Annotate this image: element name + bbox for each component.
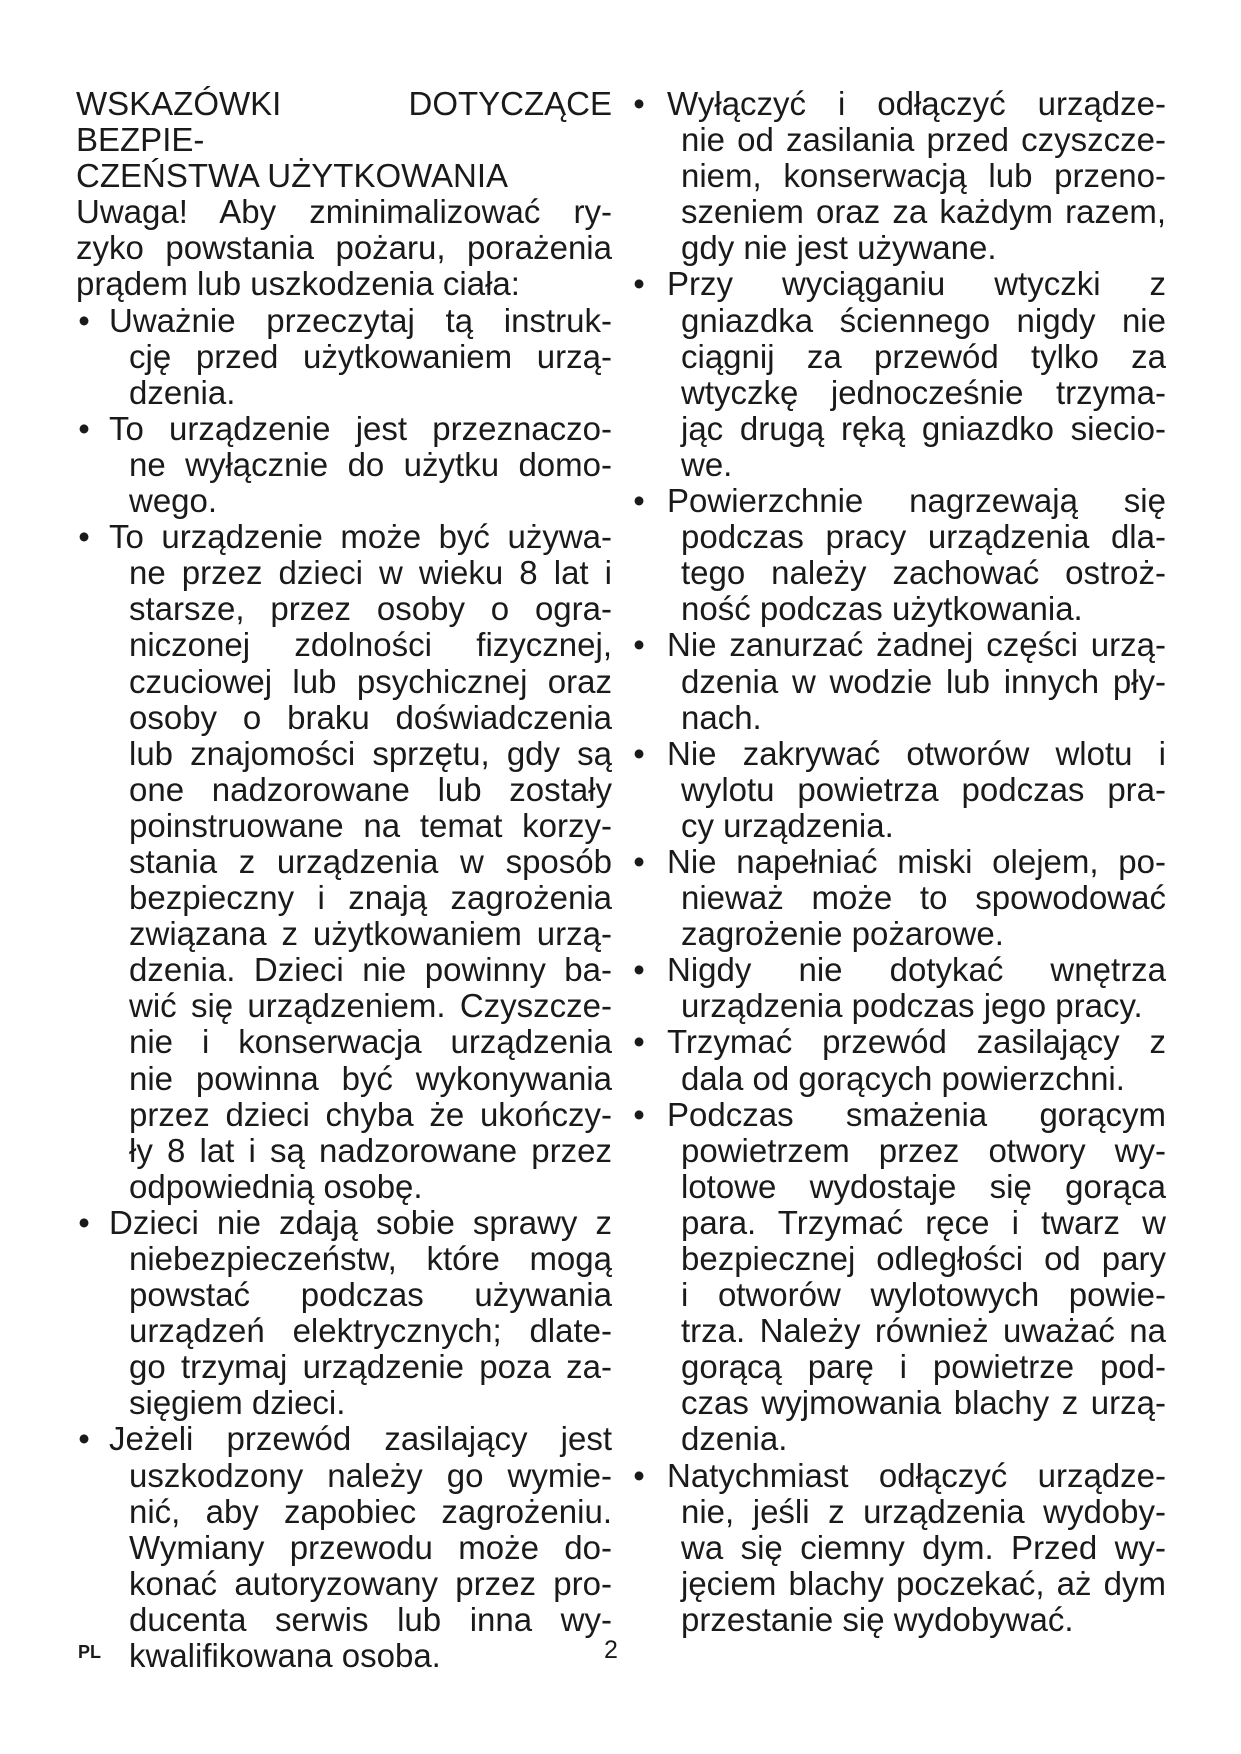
bullet-item bbox=[631, 736, 1166, 844]
bullet-line: czas wyjmowania blachy z urzą- bbox=[681, 1384, 1166, 1422]
bullet-line: nie od zasilania przed czyszcze- bbox=[681, 121, 1166, 159]
bullet-line: tego należy zachować ostroż- bbox=[681, 554, 1166, 592]
bullet-line: poinstruowane na temat korzy- bbox=[129, 806, 612, 844]
bullet-line: ducenta serwis lub inna wy- bbox=[129, 1600, 612, 1638]
bullet-line: kwalifikowana osoba. bbox=[129, 1637, 441, 1675]
bullet-line: Nie zanurzać żadnej części urzą- bbox=[667, 626, 1166, 664]
warning-intro bbox=[76, 194, 612, 302]
bullet-line: niebezpieczeństw, które mogą bbox=[129, 1240, 612, 1277]
bullet-icon: • bbox=[633, 265, 645, 303]
bullet-item bbox=[631, 86, 1166, 266]
bullet-item bbox=[631, 1097, 1166, 1458]
bullet-line: Natychmiast odłączyć urządze- bbox=[667, 1456, 1166, 1494]
bullet-line: To urządzenie może być używa- bbox=[109, 518, 612, 556]
bullet-line: starsze, przez osoby o ogra- bbox=[129, 590, 612, 628]
bullet-line: Uważnie przeczytaj tą instruk- bbox=[109, 301, 612, 339]
bullet-line: niem, konserwacją lub przeno- bbox=[681, 157, 1166, 195]
bullet-line: dala od gorących powierzchni. bbox=[681, 1059, 1125, 1097]
bullet-icon: • bbox=[633, 734, 645, 772]
bullet-item bbox=[631, 1024, 1166, 1096]
bullet-line: dzenia. bbox=[681, 1420, 788, 1458]
bullet-line: wa się ciemny dym. Przed wy- bbox=[681, 1528, 1166, 1566]
bullet-line: To urządzenie jest przeznaczo- bbox=[109, 409, 612, 447]
bullet-line: czuciowej lub psychicznej oraz bbox=[129, 662, 612, 700]
bullet-icon: • bbox=[633, 482, 645, 520]
bullet-line: szeniem oraz za każdym razem, bbox=[681, 193, 1166, 231]
bullet-item bbox=[631, 844, 1166, 952]
bullet-line: wtyczkę jednocześnie trzyma- bbox=[681, 373, 1166, 411]
bullet-line: sięgiem dzieci. bbox=[129, 1384, 346, 1422]
bullet-item bbox=[631, 266, 1166, 483]
bullet-line: przestanie się wydobywać. bbox=[681, 1600, 1074, 1638]
page-number: 2 bbox=[604, 1636, 618, 1664]
right-column bbox=[631, 86, 1166, 1638]
bullet-line: urządzeń elektrycznych; dlate- bbox=[129, 1312, 612, 1350]
bullet-line: gdy nie jest używane. bbox=[681, 229, 997, 267]
bullet-line: wić się urządzeniem. Czyszcze- bbox=[129, 987, 612, 1025]
bullet-item bbox=[631, 952, 1166, 1024]
bullet-icon: • bbox=[78, 301, 90, 339]
bullet-item bbox=[76, 411, 612, 519]
bullet-icon: • bbox=[633, 1023, 645, 1061]
intro-line: zyko powstania pożaru, porażenia bbox=[76, 229, 612, 267]
heading-line: WSKAZÓWKI DOTYCZĄCE BEZPIE- bbox=[76, 85, 612, 159]
bullet-line: odpowiednią osobę. bbox=[129, 1167, 423, 1205]
bullet-line: Dzieci nie zdają sobie sprawy z bbox=[109, 1203, 612, 1241]
bullet-line: nieważ może to spowodować bbox=[681, 879, 1166, 917]
bullet-line: nie powinna być wykonywania bbox=[129, 1059, 612, 1097]
bullet-line: Podczas smażenia gorącym bbox=[667, 1095, 1166, 1133]
bullet-line: osoby o braku doświadczenia bbox=[129, 698, 612, 736]
bullet-icon: • bbox=[78, 409, 90, 447]
bullet-line: nach. bbox=[681, 698, 762, 736]
bullet-line: ciągnij za przewód tylko za bbox=[681, 337, 1166, 375]
bullet-line: Przy wyciąganiu wtyczki z bbox=[667, 265, 1166, 303]
bullet-line: ne wyłącznie do użytku domo- bbox=[129, 445, 612, 483]
bullet-item bbox=[631, 1458, 1166, 1638]
intro-line: prądem lub uszkodzenia ciała: bbox=[76, 265, 520, 303]
bullet-line: Powierzchnie nagrzewają się bbox=[667, 482, 1166, 520]
bullet-line: one nadzorowane lub zostały bbox=[129, 770, 612, 808]
bullet-icon: • bbox=[633, 626, 645, 664]
bullet-icon: • bbox=[633, 842, 645, 880]
bullet-line: gorącą parę i powietrze pod- bbox=[681, 1348, 1166, 1386]
bullet-item bbox=[76, 303, 612, 411]
bullet-line: ły 8 lat i są nadzorowane przez bbox=[129, 1131, 612, 1169]
bullet-line: jęciem blachy poczekać, aż dym bbox=[681, 1564, 1166, 1602]
heading-line: CZEŃSTWA UŻYTKOWANIA bbox=[76, 157, 509, 195]
bullet-line: nie i konserwacja urządzenia bbox=[129, 1023, 612, 1061]
bullet-line: Jeżeli przewód zasilający jest bbox=[109, 1420, 612, 1458]
bullet-line: Nie zakrywać otworów wlotu i bbox=[667, 734, 1166, 772]
bullet-line: we. bbox=[681, 445, 733, 483]
bullet-line: powstać podczas używania bbox=[129, 1276, 612, 1314]
bullet-item bbox=[76, 1421, 612, 1674]
bullet-line: trza. Należy również uważać na bbox=[681, 1312, 1166, 1350]
bullet-icon: • bbox=[633, 1095, 645, 1133]
bullet-line: bezpieczny i znają zagrożenia bbox=[129, 879, 612, 917]
bullet-item bbox=[631, 627, 1166, 735]
bullet-line: ność podczas użytkowania. bbox=[681, 590, 1083, 628]
bullet-icon: • bbox=[633, 85, 645, 122]
bullet-line: nić, aby zapobiec zagrożeniu. bbox=[129, 1492, 612, 1530]
bullet-line: stania z urządzenia w sposób bbox=[129, 842, 612, 880]
bullet-line: gniazdka ściennego nigdy nie bbox=[681, 301, 1166, 339]
left-bullet-list bbox=[76, 303, 612, 1675]
bullet-line: dzenia. Dzieci nie powinny ba- bbox=[129, 951, 612, 989]
bullet-line: cy urządzenia. bbox=[681, 806, 894, 844]
bullet-line: Nigdy nie dotykać wnętrza bbox=[667, 951, 1166, 989]
bullet-item bbox=[76, 1205, 612, 1422]
bullet-line: nie, jeśli z urządzenia wydoby- bbox=[681, 1492, 1166, 1530]
bullet-line: go trzymaj urządzenie poza za- bbox=[129, 1348, 612, 1386]
bullet-line: zagrożenie pożarowe. bbox=[681, 915, 1004, 953]
bullet-item bbox=[76, 519, 612, 1205]
bullet-line: konać autoryzowany przez pro- bbox=[129, 1564, 612, 1602]
bullet-line: Wyłączyć i odłączyć urządze- bbox=[667, 85, 1166, 122]
bullet-line: para. Trzymać ręce i twarz w bbox=[681, 1203, 1166, 1241]
bullet-icon: • bbox=[633, 1456, 645, 1494]
bullet-line: wego. bbox=[129, 482, 218, 520]
section-heading bbox=[76, 86, 612, 194]
intro-line: Uwaga! Aby zminimalizować ry- bbox=[76, 193, 612, 231]
bullet-icon: • bbox=[78, 1203, 90, 1241]
bullet-icon: • bbox=[78, 518, 90, 556]
right-bullet-list bbox=[631, 86, 1166, 1638]
bullet-line: cję przed użytkowaniem urzą- bbox=[129, 337, 612, 375]
bullet-line: powietrzem przez otwory wy- bbox=[681, 1131, 1166, 1169]
bullet-line: urządzenia podczas jego pracy. bbox=[681, 987, 1143, 1025]
bullet-line: i otworów wylotowych powie- bbox=[681, 1276, 1166, 1314]
bullet-icon: • bbox=[78, 1420, 90, 1458]
bullet-line: związana z użytkowaniem urzą- bbox=[129, 915, 612, 953]
bullet-line: przez dzieci chyba że ukończy- bbox=[129, 1095, 612, 1133]
bullet-line: wylotu powietrza podczas pra- bbox=[681, 770, 1166, 808]
bullet-line: uszkodzony należy go wymie- bbox=[129, 1456, 612, 1494]
bullet-line: lotowe wydostaje się gorąca bbox=[681, 1167, 1166, 1205]
bullet-line: Nie napełniać miski olejem, po- bbox=[667, 842, 1166, 880]
bullet-line: lub znajomości sprzętu, gdy są bbox=[129, 734, 612, 772]
bullet-line: jąc drugą ręką gniazdko siecio- bbox=[681, 409, 1166, 447]
bullet-line: dzenia. bbox=[129, 373, 236, 411]
bullet-line: Wymiany przewodu może do- bbox=[129, 1528, 612, 1566]
bullet-line: dzenia w wodzie lub innych pły- bbox=[681, 662, 1166, 700]
language-code: PL bbox=[78, 1642, 102, 1662]
bullet-line: podczas pracy urządzenia dla- bbox=[681, 518, 1166, 556]
bullet-line: Trzymać przewód zasilający z bbox=[667, 1023, 1166, 1061]
bullet-item bbox=[631, 483, 1166, 627]
bullet-icon: • bbox=[633, 951, 645, 989]
left-column bbox=[76, 86, 612, 1674]
bullet-line: bezpiecznej odległości od pary bbox=[681, 1240, 1166, 1277]
bullet-line: niczonej zdolności fizycznej, bbox=[129, 626, 612, 664]
bullet-line: ne przez dzieci w wieku 8 lat i bbox=[129, 554, 612, 592]
